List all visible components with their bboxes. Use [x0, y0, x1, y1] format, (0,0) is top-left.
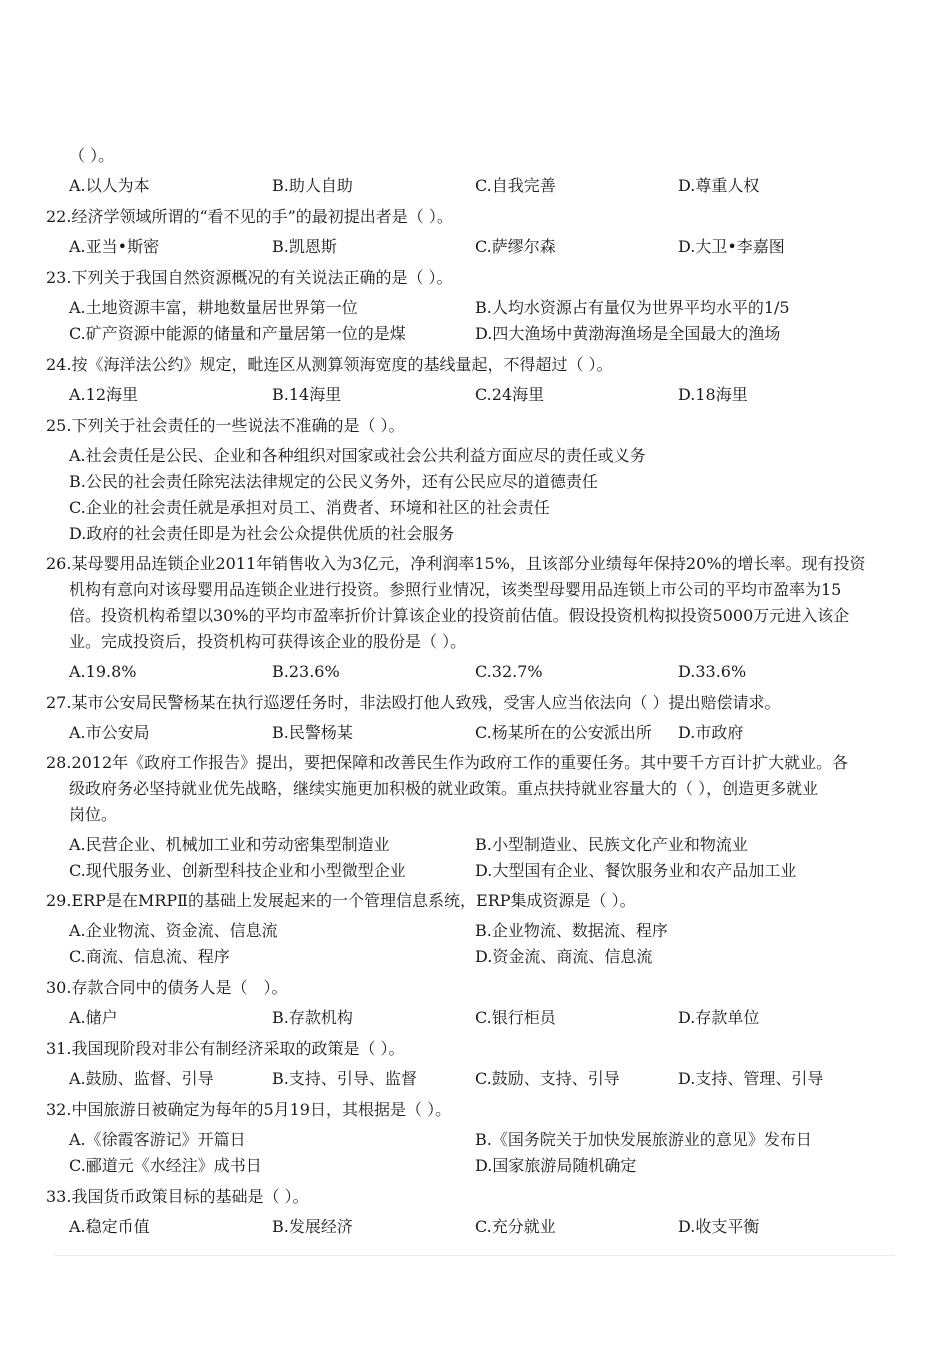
q32-option-a[interactable]: A.《徐霞客游记》开篇日 [69, 1130, 246, 1149]
q31-option-c[interactable]: C.鼓励、支持、引导 [475, 1069, 620, 1088]
q22-stem: 22.经济学领域所谓的“看不见的手”的最初提出者是（ ）。 [46, 207, 453, 226]
q29-option-a[interactable]: A.企业物流、资金流、信息流 [69, 921, 278, 940]
q33-option-a[interactable]: A.稳定币值 [69, 1217, 150, 1236]
q33-option-b[interactable]: B.发展经济 [272, 1217, 353, 1236]
q23-stem: 23.下列关于我国自然资源概况的有关说法正确的是（ ）。 [46, 268, 453, 287]
q21-option-b[interactable]: B.助人自助 [272, 176, 353, 195]
q32-stem: 32.中国旅游日被确定为每年的5月19日，其根据是（ ）。 [46, 1100, 452, 1119]
q22-option-b[interactable]: B.凯恩斯 [272, 237, 337, 256]
q32-option-b[interactable]: B.《国务院关于加快发展旅游业的意见》发布日 [475, 1130, 812, 1149]
q21-option-d[interactable]: D.尊重人权 [678, 176, 760, 195]
q29-option-b[interactable]: B.企业物流、数据流、程序 [475, 921, 668, 940]
q21-option-c[interactable]: C.自我完善 [475, 176, 556, 195]
q31-option-a[interactable]: A.鼓励、监督、引导 [69, 1069, 214, 1088]
q33-stem: 33.我国货币政策目标的基础是（ ）。 [46, 1187, 309, 1206]
q26-option-b[interactable]: B.23.6% [272, 662, 340, 681]
q27-option-b[interactable]: B.民警杨某 [272, 723, 353, 742]
q24-option-a[interactable]: A.12海里 [69, 385, 139, 404]
q26-option-d[interactable]: D.33.6% [678, 662, 747, 681]
q25-option-d[interactable]: D.政府的社会责任即是为社会公众提供优质的社会服务 [69, 524, 455, 543]
q28-stem-line-3: 岗位。 [69, 805, 118, 824]
q25-option-c[interactable]: C.企业的社会责任就是承担对员工、消费者、环境和社区的社会责任 [69, 498, 550, 517]
q28-option-d[interactable]: D.大型国有企业、餐饮服务业和农产品加工业 [475, 861, 797, 880]
q24-option-d[interactable]: D.18海里 [678, 385, 748, 404]
q22-option-c[interactable]: C.萨缪尔森 [475, 237, 556, 256]
q27-option-c[interactable]: C.杨某所在的公安派出所 [475, 723, 652, 742]
q30-option-b[interactable]: B.存款机构 [272, 1008, 353, 1027]
q22-option-a[interactable]: A.亚当•斯密 [69, 237, 160, 256]
q26-stem-line-1: 26.某母婴用品连锁企业2011年销售收入为3亿元，净利润率15%，且该部分业绩每年保持20%的增长率。现有投资 [46, 554, 866, 573]
q30-option-d[interactable]: D.存款单位 [678, 1008, 760, 1027]
q24-stem: 24.按《海洋法公约》规定，毗连区从测算领海宽度的基线量起，不得超过（ ）。 [46, 355, 613, 374]
q27-stem: 27.某市公安局民警杨某在执行巡逻任务时，非法殴打他人致残，受害人应当依法向（ ）提出赔偿请求。 [46, 693, 781, 712]
q28-stem-line-2: 级政府务必坚持就业优先战略，继续实施更加积极的就业政策。重点扶持就业容量大的（ ），创造更多就业 [69, 779, 819, 798]
q31-option-d[interactable]: D.支持、管理、引导 [678, 1069, 824, 1088]
page-bottom-divider [55, 1255, 895, 1256]
q26-option-a[interactable]: A.19.8% [69, 662, 137, 681]
q32-option-c[interactable]: C.郦道元《水经注》成书日 [69, 1156, 262, 1175]
q33-option-c[interactable]: C.充分就业 [475, 1217, 556, 1236]
q21-option-a[interactable]: A.以人为本 [69, 176, 150, 195]
q28-option-b[interactable]: B.小型制造业、民族文化产业和物流业 [475, 835, 748, 854]
q24-option-c[interactable]: C.24海里 [475, 385, 545, 404]
q27-option-a[interactable]: A.市公安局 [69, 723, 150, 742]
q25-option-b[interactable]: B.公民的社会责任除宪法法律规定的公民义务外，还有公民应尽的道德责任 [69, 472, 598, 491]
q31-stem: 31.我国现阶段对非公有制经济采取的政策是（ ）。 [46, 1039, 405, 1058]
q26-option-c[interactable]: C.32.7% [475, 662, 543, 681]
q30-stem: 30.存款合同中的债务人是（ ）。 [46, 978, 288, 997]
q30-option-a[interactable]: A.储户 [69, 1008, 118, 1027]
q33-option-d[interactable]: D.收支平衡 [678, 1217, 760, 1236]
q22-option-d[interactable]: D.大卫•李嘉图 [678, 237, 785, 256]
q25-stem: 25.下列关于社会责任的一些说法不准确的是（ ）。 [46, 416, 405, 435]
q28-option-a[interactable]: A.民营企业、机械加工业和劳动密集型制造业 [69, 835, 390, 854]
q31-option-b[interactable]: B.支持、引导、监督 [272, 1069, 417, 1088]
q30-option-c[interactable]: C.银行柜员 [475, 1008, 556, 1027]
q32-option-d[interactable]: D.国家旅游局随机确定 [475, 1156, 637, 1175]
q27-option-d[interactable]: D.市政府 [678, 723, 744, 742]
q23-option-c[interactable]: C.矿产资源中能源的储量和产量居第一位的是煤 [69, 324, 406, 343]
q24-option-b[interactable]: B.14海里 [272, 385, 342, 404]
q29-option-c[interactable]: C.商流、信息流、程序 [69, 947, 230, 966]
q26-stem-line-2: 机构有意向对该母婴用品连锁企业进行投资。参照行业情况，该类型母婴用品连锁上市公司的平均市盈率为15 [69, 580, 842, 599]
q29-stem: 29.ERP是在MRPⅡ的基础上发展起来的一个管理信息系统，ERP集成资源是（ ）。 [46, 891, 636, 910]
q26-stem-line-4: 业。完成投资后，投资机构可获得该企业的股份是（ ）。 [69, 632, 467, 651]
q29-option-d[interactable]: D.资金流、商流、信息流 [475, 947, 653, 966]
q28-stem-line-1: 28.2012年《政府工作报告》提出，要把保障和改善民生作为政府工作的重要任务。其中要千方百计扩大就业。各 [46, 753, 849, 772]
q23-option-a[interactable]: A.土地资源丰富，耕地数量居世界第一位 [69, 298, 358, 317]
q23-option-d[interactable]: D.四大渔场中黄渤海渔场是全国最大的渔场 [475, 324, 781, 343]
q25-option-a[interactable]: A.社会责任是公民、企业和各种组织对国家或社会公共利益方面应尽的责任或义务 [69, 446, 646, 465]
q26-stem-line-3: 倍。投资机构希望以30%的平均市盈率折价计算该企业的投资前估值。假设投资机构拟投资5000万元进入该企 [69, 606, 850, 625]
q21-stem-tail: （ ）。 [69, 146, 115, 165]
q23-option-b[interactable]: B.人均水资源占有量仅为世界平均水平的1/5 [475, 298, 790, 317]
q28-option-c[interactable]: C.现代服务业、创新型科技企业和小型微型企业 [69, 861, 406, 880]
